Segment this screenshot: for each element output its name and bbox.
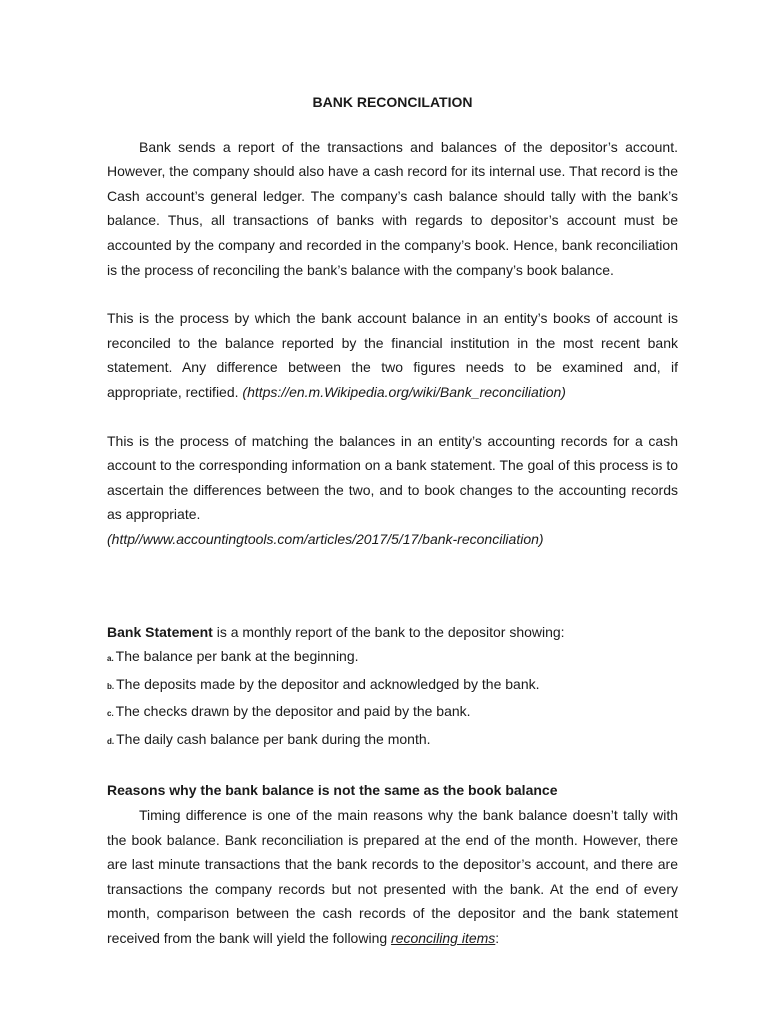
- list-item: [107, 672, 678, 700]
- document-body: [107, 90, 678, 951]
- list-item-text: The checks drawn by the depositor and paid by the bank.: [115, 703, 471, 720]
- reasons-heading: Reasons why the bank balance is not the same as the book balance: [107, 782, 558, 799]
- reasons-paragraph: [107, 803, 678, 951]
- list-item: [107, 699, 678, 727]
- accountingtools-citation: (http//www.accountingtools.com/articles/2017/5/17/bank-reconciliation): [107, 530, 544, 547]
- list-item: [107, 644, 678, 672]
- bank-statement-intro: [107, 620, 678, 645]
- list-marker: c.: [107, 709, 114, 719]
- wikipedia-citation: (https://en.m.Wikipedia.org/wiki/Bank_reconciliation): [242, 383, 566, 400]
- paragraph-definition-1: Bank sends a report of the transactions and balances of the depositor’s account. However, the company should also have a cash record for its internal use. That record is the Cash account’s general ledger. The company’s cash balance should tally with the bank’s balance. Thus, all transactions of banks with regards to depositor’s account must be accounted by the company and recorded in the company’s book. Hence, bank reconciliation is the process of reconciling the bank’s balance with the company’s book balance.: [107, 138, 678, 278]
- reconciling-items-term: reconciling items: [391, 930, 496, 947]
- paragraph-definition-2: [107, 306, 678, 404]
- reasons-text: Timing difference is one of the main reasons why the bank balance doesn’t tally with the book balance. Bank reconciliation is prepared at the end of the month. However, there are last minute transactions that the bank records to the depositor’s account, and there are transactions the company records but not presented with the bank. At the end of every month, comparison between the cash records of the depositor and the bank statement received from the bank will yield the following: [107, 807, 678, 947]
- list-marker: a.: [107, 654, 114, 664]
- list-item-text: The deposits made by the depositor and acknowledged by the bank.: [116, 675, 540, 692]
- paragraph-definition-3: This is the process of matching the balances in an entity’s accounting records for a cash account to the corresponding information on a bank statement. The goal of this process is to ascertain the differences between the two, and to book changes to the accounting records as appropriate.: [107, 432, 678, 523]
- list-item-text: The balance per bank at the beginning.: [115, 648, 359, 665]
- reasons-end: :: [495, 930, 500, 947]
- list-item: [107, 727, 678, 755]
- bank-statement-list: [107, 644, 678, 754]
- bank-statement-intro-text: is a monthly report of the bank to the depositor showing:: [212, 623, 565, 640]
- list-item-text: The daily cash balance per bank during the month.: [116, 730, 431, 747]
- list-marker: d.: [107, 736, 115, 746]
- bank-statement-term: Bank Statement: [107, 623, 213, 640]
- list-marker: b.: [107, 681, 115, 691]
- paragraph-definition-2-text: This is the process by which the bank account balance in an entity’s books of account is reconciled to the balance reported by the financial institution in the most recent bank statement. Any difference between the two figures needs to be examined and, if appropriate, rectified.: [107, 310, 678, 400]
- spacer: [107, 552, 678, 620]
- document-title: BANK RECONCILATION: [312, 94, 473, 110]
